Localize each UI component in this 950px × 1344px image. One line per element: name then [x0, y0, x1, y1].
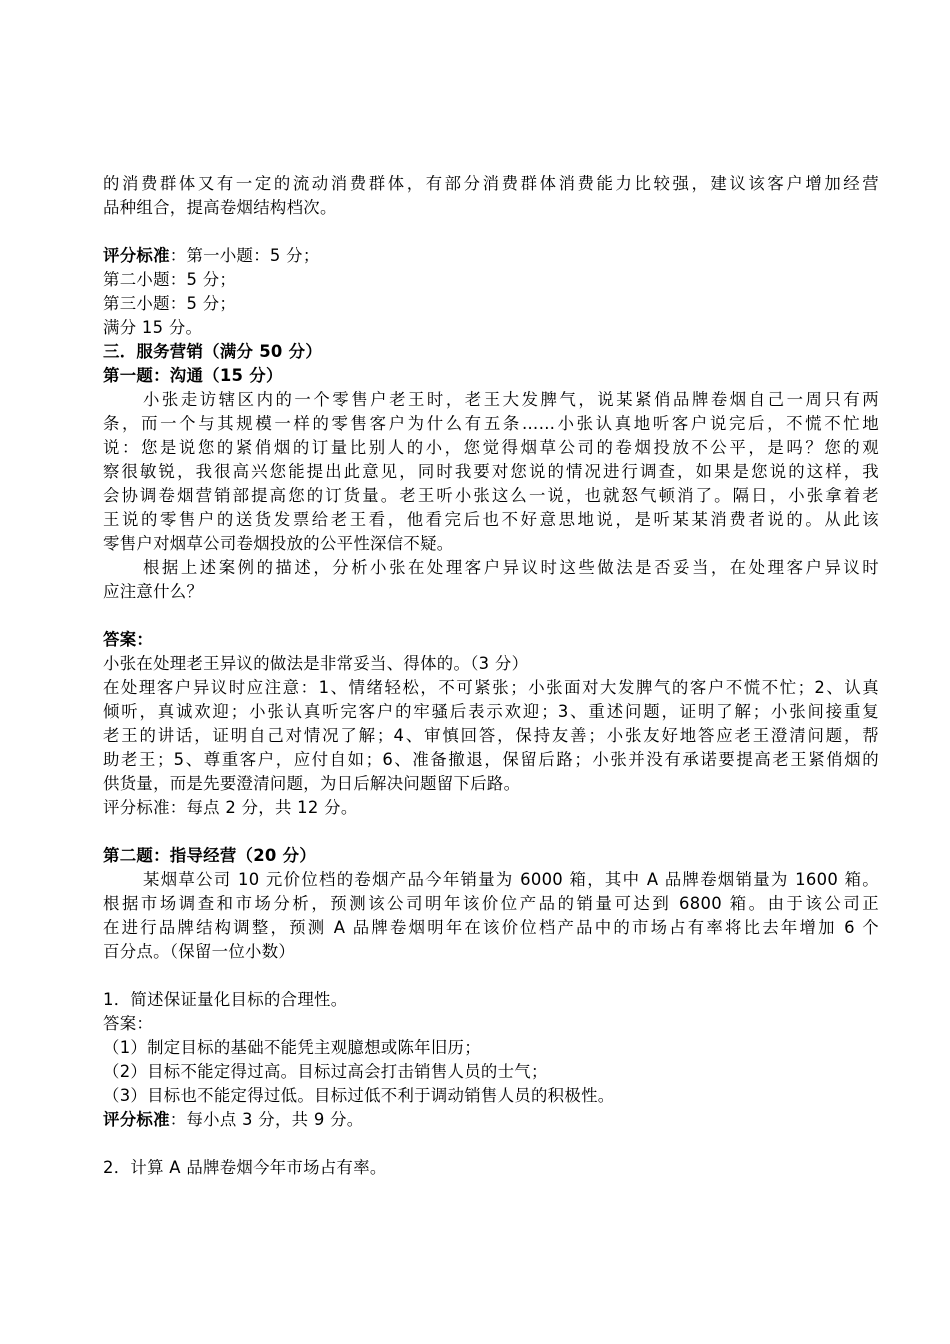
- scoring-standard-line: [103, 244, 879, 268]
- answer-line: 老王的讲话，证明自己对情况了解；4、审慎回答，保持友善；小张友好地答应老王澄清问题，帮: [103, 726, 879, 745]
- case-line: 零售户对烟草公司卷烟投放的公平性深信不疑。: [103, 534, 454, 553]
- scoring-line: 评分标准：每点 2 分，共 12 分。: [103, 798, 358, 817]
- scoring-line: 满分 15 分。: [103, 318, 203, 337]
- answer-line: 在处理客户异议时应注意：1、情绪轻松，不可紧张；小张面对大发脾气的客户不慌不忙；2、认真: [103, 678, 879, 697]
- case-line: 会协调卷烟营销部提高您的订货量。老王听小张这么一说，也就怒气顿消了。隔日，小张拿着老: [103, 486, 879, 505]
- spacer: [103, 220, 879, 244]
- scoring-label: 评分标准: [103, 246, 170, 265]
- scoring-text: ：第一小题：5 分；: [169, 246, 320, 265]
- answer-line: 助老王；5、尊重客户，应付自如；6、准备撤退，保留后路；小张并没有承诺要提高老王紧俏烟的: [103, 750, 879, 769]
- scoring-standard-line: [103, 1108, 879, 1132]
- case-paragraph: [103, 868, 879, 964]
- case-paragraph: [103, 388, 879, 556]
- case-line: 条，而一个与其规模一样的零售客户为什么有五条……小张认真地听客户说完后，不慌不忙地: [103, 414, 879, 433]
- case-line: 小张走访辖区内的一个零售户老王时，老王大发脾气，说某紧俏品牌卷烟自己一周只有两: [143, 390, 879, 409]
- answer-line: （2）目标不能定得过高。目标过高会打击销售人员的士气；: [103, 1062, 548, 1081]
- question-heading: 第一题：沟通（15 分）: [103, 366, 283, 385]
- answer-line: 供货量，而是先要澄清问题，为日后解决问题留下后路。: [103, 774, 521, 793]
- case-line: 说：您是说您的紧俏烟的订量比别人的小，您觉得烟草公司的卷烟投放不公平，是吗？您的观: [103, 438, 879, 457]
- question-heading: 第二题：指导经营（20 分）: [103, 846, 317, 865]
- section-heading: 三．服务营销（满分 50 分）: [103, 342, 323, 361]
- case-line: 察很敏锐，我很高兴您能提出此意见，同时我要对您说的情况进行调查，如果是您说的这样，我: [103, 462, 879, 481]
- scoring-line: 第三小题：5 分；: [103, 294, 237, 313]
- question-line: 应注意什么？: [103, 582, 204, 601]
- question-line: 根据上述案例的描述，分析小张在处理客户异议时这些做法是否妥当，在处理客户异议时: [143, 558, 879, 577]
- spacer: [103, 964, 879, 988]
- intro-line: 的消费群体又有一定的流动消费群体，有部分消费群体消费能力比较强，建议该客户增加经营: [103, 174, 879, 193]
- document-page: [103, 172, 879, 1180]
- sub-question: 2．计算 A 品牌卷烟今年市场占有率。: [103, 1158, 387, 1177]
- scoring-label: 评分标准: [103, 1110, 170, 1129]
- answer-paragraph: [103, 652, 879, 796]
- case-line: 某烟草公司 10 元价位档的卷烟产品今年销量为 6000 箱，其中 A 品牌卷烟销量为 1600 箱。: [143, 870, 879, 889]
- case-line: 王说的零售户的送货发票给老王看，他看完后也不好意思地说，是听某某消费者说的。从此该: [103, 510, 879, 529]
- answer-label: 答案：: [103, 630, 154, 649]
- spacer: [103, 604, 879, 628]
- question-paragraph: [103, 556, 879, 604]
- case-line: 根据市场调查和市场分析，预测该公司明年该价位产品的销量可达到 6800 箱。由于该公司正: [103, 894, 879, 913]
- spacer: [103, 1132, 879, 1156]
- case-line: 在进行品牌结构调整，预测 A 品牌卷烟明年在该价位档产品中的市场占有率将比去年增加 6 个: [103, 918, 879, 937]
- answer-line: （1）制定目标的基础不能凭主观臆想或陈年旧历；: [103, 1038, 481, 1057]
- spacer: [103, 820, 879, 844]
- scoring-line: 第二小题：5 分；: [103, 270, 237, 289]
- answer-line: 倾听，真诚欢迎；小张认真听完客户的牢骚后表示欢迎；3、重述问题，证明了解；小张间接重复: [103, 702, 879, 721]
- answer-line: （3）目标也不能定得过低。目标过低不利于调动销售人员的积极性。: [103, 1086, 615, 1105]
- answer-line: 小张在处理老王异议的做法是非常妥当、得体的。（3 分）: [103, 654, 529, 673]
- intro-line: 品种组合，提高卷烟结构档次。: [103, 198, 337, 217]
- case-line: 百分点。（保留一位小数）: [103, 942, 296, 961]
- scoring-text: ：每小点 3 分，共 9 分。: [169, 1110, 364, 1129]
- answer-label: 答案：: [103, 1014, 154, 1033]
- sub-question: 1．简述保证量化目标的合理性。: [103, 990, 348, 1009]
